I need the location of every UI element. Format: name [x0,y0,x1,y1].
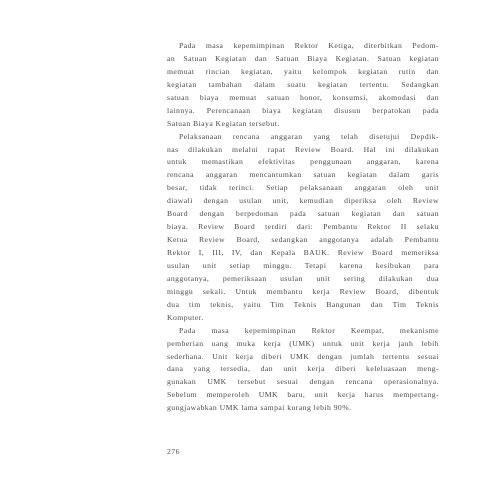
page-number: 276 [167,447,180,456]
text-line: besar, tidak terinci. Setiap pelaksanaan anggaran oleh unit [167,183,439,193]
text-line: memuat rincian kegiatan, yaitu kelompok kegiatan rutin dan [167,66,439,76]
text-line: gungjawabkan UMK lama sampai kurang lebih 90%. [167,403,352,413]
text-line: usulan unit setiap minggu. Tetapi karena kesibukan para [167,260,439,270]
text-line: pemberian uang muka kerja (UMK) untuk unit kerja jauh lebih [167,338,439,348]
text-line: Pada masa kepemimpinan Rektor Ketiga, diterbitkan Pedom- [179,41,439,50]
text-line: rencana anggaran mencantumkan satuan kegiatan dalam garis [167,170,439,180]
text-line: anggotanya, pemeriksaan usulan unit sering dilakukan dua [167,273,439,283]
body-text [167,40,439,415]
text-line: nas dilakukan melalui rapat Review Board. Hal ini dilakukan [167,144,439,154]
text-line: biaya. Review Board terdiri dari: Pembantu Rektor II selaku [167,222,439,232]
text-line: dana yang tersedia, dan unit kerja diberi keleluasaan meng- [167,364,439,374]
text-line: gunakan UMK tersebut sesuai dengan rencana operasionalnya. [167,377,439,387]
text-line: Board dengan berpedoman pada satuan kegiatan dan satuan [167,209,439,219]
text-line: sederhana. Unit kerja diberi UMK dengan jumlah tertentu sesuai [167,351,439,361]
text-line: untuk memastikan efektivitas penggunaan anggaran, karena [167,157,439,167]
text-line: an Satuan Kegiatan dan Satuan Biaya Kegiatan. Satuan kegiatan [167,53,439,63]
text-line: diawali dengan usulan unit, kemudian diperiksa oleh Review [167,196,439,206]
text-line: Pelaksanaan rencana anggaran yang telah disetujui Depdik- [179,131,439,141]
text-line: lainnya. Perencanaan biaya kegiatan disusun berpatokan pada [167,105,439,115]
text-line: Komputer. [167,312,204,322]
text-line: dua tim teknis, yaitu Tim Teknis Bangunan dan Tim Teknis [167,299,439,309]
text-line: Ketua Review Board, sedangkan anggotanya adalah Pembantu [167,235,439,245]
text-line: kegiatan tambahan dalam suatu kegiatan tertentu. Sedangkan [167,79,439,89]
text-line: minggu sekali. Untuk membantu kerja Review Board, dibentuk [167,286,439,296]
text-line: Satuan Biaya Kegiatan tersebut. [167,118,280,128]
text-line: satuan biaya memuat satuan honor, konsumsi, akomodasi dan [167,92,439,102]
text-line: Pada masa kepemimpinan Rektor Keempat, mekanisme [179,325,439,335]
text-line: Sebelum memperoleh UMK baru, unit kerja harus mempertang- [167,390,439,400]
text-line: Rektor I, III, IV, dan Kepala BAUK. Review Board memeriksa [167,248,439,257]
